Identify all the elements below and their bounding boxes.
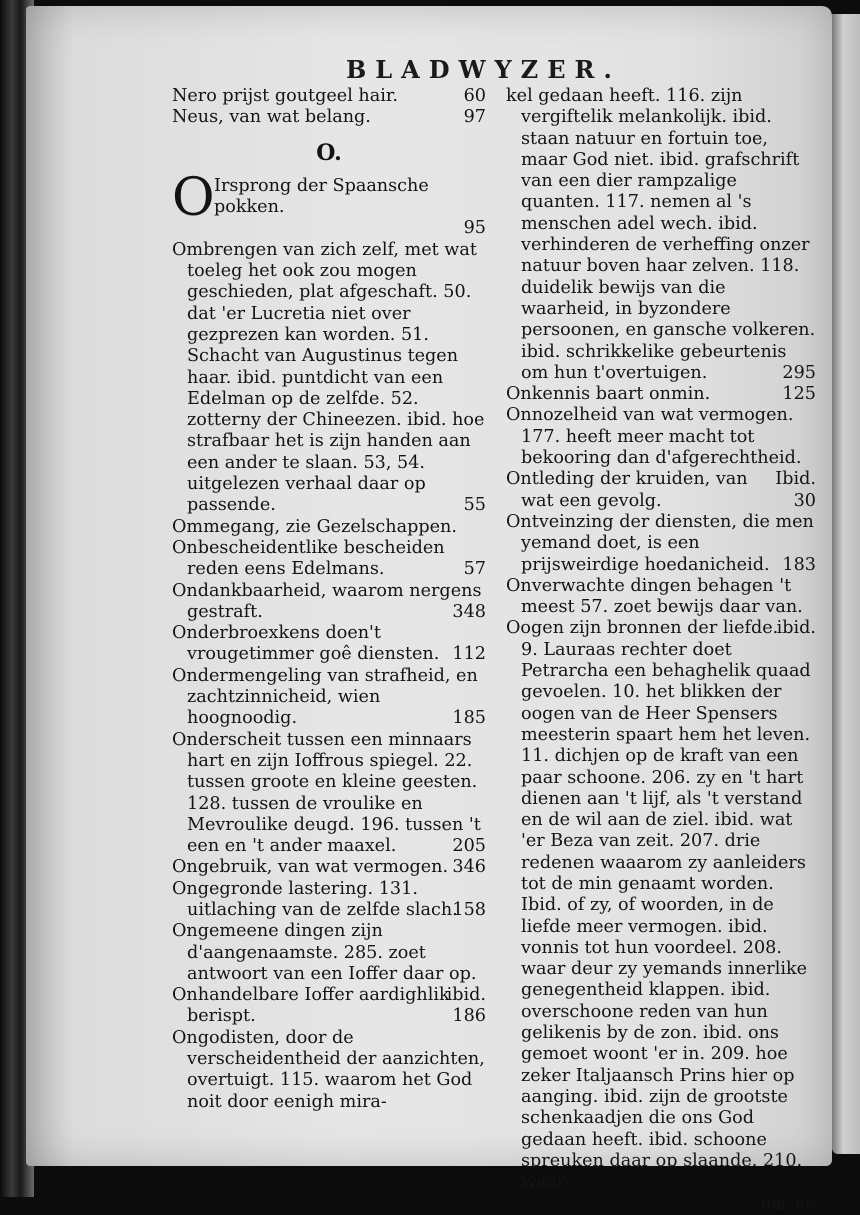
index-entry-text: Ongemeene dingen zijn d'aangenaamste. 285. zoet antwoort van een Ioffer daar op. (172, 921, 477, 984)
index-entry-text: Ongegronde lastering. 131. uitlaching van de zelfde slach. (172, 878, 458, 920)
index-entry-text: Neus, van wat belang. (172, 107, 371, 128)
index-entry (506, 575, 816, 639)
index-entry (506, 469, 816, 512)
left-top-entries (172, 86, 486, 129)
dropcap-entry (172, 167, 486, 240)
index-entry-text: Ontleding der kruiden, van wat een gevolg. (506, 469, 748, 511)
dropcap-entry-page: 95 (463, 218, 486, 239)
adjacent-page-edge (832, 14, 860, 1154)
index-entry-text: Onderscheit tussen een minnaars hart en zijn Ioffrous spiegel. 22. tussen groote en kleine geesten. 128. tussen de vroulike en Mevroulike deugd. 196. tussen 't een en 't ander maaxel. (172, 729, 481, 857)
index-entry-page: 125 (782, 384, 816, 405)
index-entry (172, 985, 486, 1028)
dropcap-entry-text: Irsprong der Spaansche pokken. (214, 175, 429, 218)
index-entry-page: 205 (452, 836, 486, 857)
index-entry (172, 538, 486, 581)
catchword: om 'er. (761, 1194, 816, 1214)
index-entry-page: ibid. (776, 618, 816, 639)
index-entry-page: 295 (782, 362, 816, 383)
index-entry-page: 55 (463, 495, 486, 516)
index-entry-page: 348 (452, 601, 486, 622)
index-entry (172, 581, 486, 624)
dropcap-letter: O (172, 167, 215, 228)
index-entry-text: Onverwachte dingen behagen 't meest 57. zoet bewijs daar van. (506, 575, 803, 618)
index-entry-text: Ommegang, zie Gezelschappen. (172, 516, 457, 537)
index-entry (506, 618, 816, 1193)
index-entry-text: Onkennis baart onmin. (506, 384, 711, 405)
index-entry-page: 185 (452, 708, 486, 729)
index-entry-page: 186 (452, 1006, 486, 1027)
index-entry-text: Onbescheidentlike bescheiden reden eens Edelmans. (172, 537, 445, 580)
index-entry-text: Nero prijst goutgeel hair. (172, 86, 398, 106)
index-entry-page: 158 (452, 899, 486, 920)
index-entry (172, 857, 486, 878)
index-entry-text: Onderbroexkens doen't vrougetimmer goê diensten. (172, 623, 440, 665)
index-entry (172, 107, 486, 128)
index-entry (172, 730, 486, 858)
index-entry-page: Ibid. (775, 469, 816, 490)
index-entry (172, 879, 486, 922)
index-entry (172, 623, 486, 666)
index-entry-text: Ondermengeling van strafheid, en zachtzinnicheid, wien hoognoodig. (172, 665, 478, 729)
left-entries (172, 240, 486, 1113)
section-letter: O. (316, 139, 342, 166)
index-entry-text: Ontveinzing der diensten, die men yemand doet, is een prijsweirdige hoedanicheid. (506, 511, 814, 575)
index-entry-text: Ongodisten, door de verscheidentheid der aanzichten, overtuigt. 115. waarom het God noit door eenigh mira- (172, 1027, 485, 1112)
right-entries (506, 86, 816, 1193)
index-entry (506, 86, 816, 384)
index-entry (506, 384, 816, 405)
index-entry-text: Oogen zijn bronnen der liefde. 9. Lauraas rechter doet Petrarcha een behaghelik quaad gevoelen. 10. het blikken der oogen van de Heer Spensers meesterin spaart hem het leven. 11. dichjen op de kraft van een paar schoone. 206. zy en 't hart dienen aan 't lijf, als 't verstand en de wil aan de ziel. ibid. wat 'er Beza van zeit. 207. drie redenen waaarom zy aanleiders tot de min genaamt worden. Ibid. of zy, of woorden, in de liefde meer vermogen. ibid. vonnis tot hun voordeel. 208. waar deur zy yemands innerlike genegentheid klappen. ibid. overschoone reden van hun gelikenis by de zon. ibid. ons gemoet woont 'er in. 209. hoe zeker Italjaansch Prins hier op aanging. ibid. zijn de grootste schenkaadjen die ons God gedaan heeft. ibid. schoone spreuken daar op slaande. 210. waar- (506, 618, 811, 1193)
index-entry (172, 86, 486, 107)
running-head: BLADWYZER. (346, 55, 621, 84)
index-column-left (172, 86, 486, 1113)
index-column-right (506, 86, 816, 1215)
index-entry-page: 30 (793, 490, 816, 511)
index-entry-text: Ondankbaarheid, waarom nergens gestraft. (172, 580, 482, 622)
index-entry (172, 517, 486, 538)
index-entry-page: 60 (463, 86, 486, 106)
index-entry-page: ibid. (446, 985, 486, 1006)
index-entry-page: 112 (452, 644, 486, 665)
index-entry-text: Onnozelheid van wat vermogen. 177. heeft meer macht tot bekooring dan d'afgerechtheid. (506, 405, 802, 469)
index-entry (172, 240, 486, 517)
index-entry-text: Ombrengen van zich zelf, met wat toeleg het ook zou mogen geschieden, plat afgeschaft. 50. dat 'er Lucretia niet over gezprezen kan worden. 51. Schacht van Augustinus tegen haar. ibid. puntdicht van een Edelman op de zelfde. 52. zotterny der Chineezen. ibid. hoe strafbaar het is zijn handen aan een ander te slaan. 53, 54. uitgelezen verhaal daar op passende. (172, 239, 485, 516)
index-entry-text: Ongebruik, van wat vermogen. (172, 857, 449, 878)
index-entry-page: 97 (463, 107, 486, 128)
index-entry (172, 1028, 486, 1113)
index-entry-page: 183 (782, 554, 816, 575)
index-entry-text: Onhandelbare Ioffer aardighlik berispt. (172, 985, 450, 1027)
index-entry-text: kel gedaan heeft. 116. zijn vergiftelik melankolijk. ibid. staan natuur en fortuin toe, maar God niet. ibid. grafschrift van een dier rampzalige quanten. 117. nemen al 's menschen adel wech. ibid. verhinderen de verheffing onzer natuur boven haar zelven. 118. duidelik bewijs van die waarheid, in byzondere persoonen, en gansche volkeren. ibid. schrikkelike gebeurtenis om hun t'overtuigen. (506, 86, 816, 383)
index-entry (172, 666, 486, 730)
index-entry-page: 346 (452, 857, 486, 878)
index-entry (506, 512, 816, 576)
index-entry-page: 57 (463, 559, 486, 580)
